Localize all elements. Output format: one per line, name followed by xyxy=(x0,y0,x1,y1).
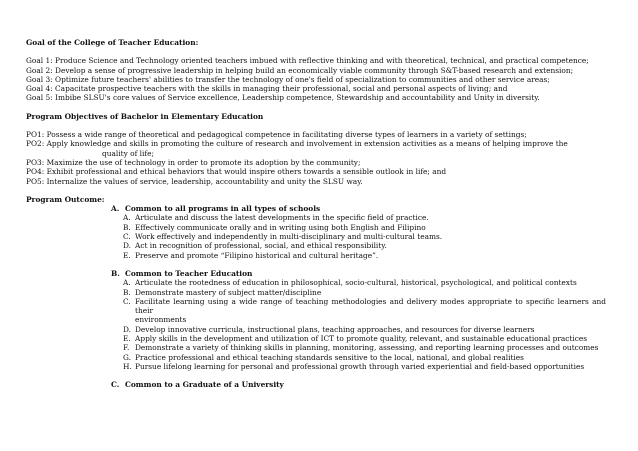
list-item: F. Demonstrate a variety of thinking skills in planning, monitoring, assessing, and reporting learning processes and outcomes xyxy=(123,343,599,353)
list-item: Goal 5: Imbibe SLSU's core values of Service excellence, Leadership competence, Stewardship and accountability and Unity in diversity. xyxy=(26,93,540,103)
section-items xyxy=(26,213,612,259)
list-item: E. Apply skills in the development and utilization of ICT to promote quality, relevant, and sustainable educational practices xyxy=(123,334,588,344)
list-item: PO5: Internalize the values of service, leadership, accountability and unity the SLSU way. xyxy=(26,176,363,186)
list-item: PO3: Maximize the use of technology in order to promote its adoption by the community; xyxy=(26,157,361,167)
list-item: Goal 2: Develop a sense of progressive leadership in helping build an economically viable community through S&T-based research and extension; xyxy=(26,65,574,75)
section-heading: A. Common to all programs in all types of schools xyxy=(111,204,321,214)
list-item: PO1: Possess a wide range of theoretical and pedagogical competence in facilitating diverse types of learners in a variety of settings; xyxy=(26,130,527,140)
section-heading: C. Common to a Graduate of a University xyxy=(111,380,284,390)
section-heading: B. Common to Teacher Education xyxy=(111,268,253,278)
list-item: B. Effectively communicate orally and in writing using both English and Filipino xyxy=(123,222,426,232)
outcome-heading: Program Outcome: xyxy=(26,194,105,204)
list-item: B. Demonstrate mastery of subject matter/discipline xyxy=(123,287,322,297)
objectives-list xyxy=(26,130,612,186)
list-item: C. Facilitate learning using a wide range of teaching methodologies and delivery modes appropriate to specific learners and their xyxy=(123,296,606,316)
list-item: Goal 1: Produce Science and Technology oriented teachers imbued with reflective thinking and with theoretical, technical, and practical competence; xyxy=(26,56,589,66)
list-item: A. Articulate the rootedness of education in philosophical, socio-cultural, historical, psychological, and political contexts xyxy=(123,278,577,288)
list-item: C. Work effectively and independently in multi-disciplinary and multi-cultural teams. xyxy=(123,232,443,242)
list-item: A. Articulate and discuss the latest developments in the specific field of practice. xyxy=(123,213,429,223)
goals-list xyxy=(26,56,612,102)
list-item-continuation: quality of life; xyxy=(102,148,154,158)
list-item: Goal 3: Optimize future teachers' abilities to transfer the technology of one's field of specialization to communities and other service areas; xyxy=(26,74,550,84)
list-item: PO2: Apply knowledge and skills in promoting the culture of research and involvement in extension activities as a means of helping improve the xyxy=(26,139,568,149)
list-item: Goal 4: Capacitate prospective teachers with the skills in managing their professional, social and personal aspects of living; and xyxy=(26,84,508,94)
list-item: G. Practice professional and ethical teaching standards sensitive to the local, national, and global realities xyxy=(123,352,524,362)
list-item-continuation: environments xyxy=(135,315,187,325)
list-item: D. Develop innovative curricula, instructional plans, teaching approaches, and resources for diverse learners xyxy=(123,324,535,334)
goal-heading: Goal of the College of Teacher Education: xyxy=(26,38,199,47)
list-item: E. Preserve and promote “Filipino historical and cultural heritage”. xyxy=(123,250,379,260)
list-item: H. Pursue lifelong learning for personal and professional growth through varied experiential and field-based opportunities xyxy=(123,361,585,371)
list-item: D. Act in recognition of professional, social, and ethical responsibility. xyxy=(123,241,387,251)
po-heading: Program Objectives of Bachelor in Elementary Education xyxy=(26,111,264,121)
list-item: PO4: Exhibit professional and ethical behaviors that would inspire others towards a sensible outlook in life; and xyxy=(26,167,447,177)
section-items xyxy=(26,278,612,371)
